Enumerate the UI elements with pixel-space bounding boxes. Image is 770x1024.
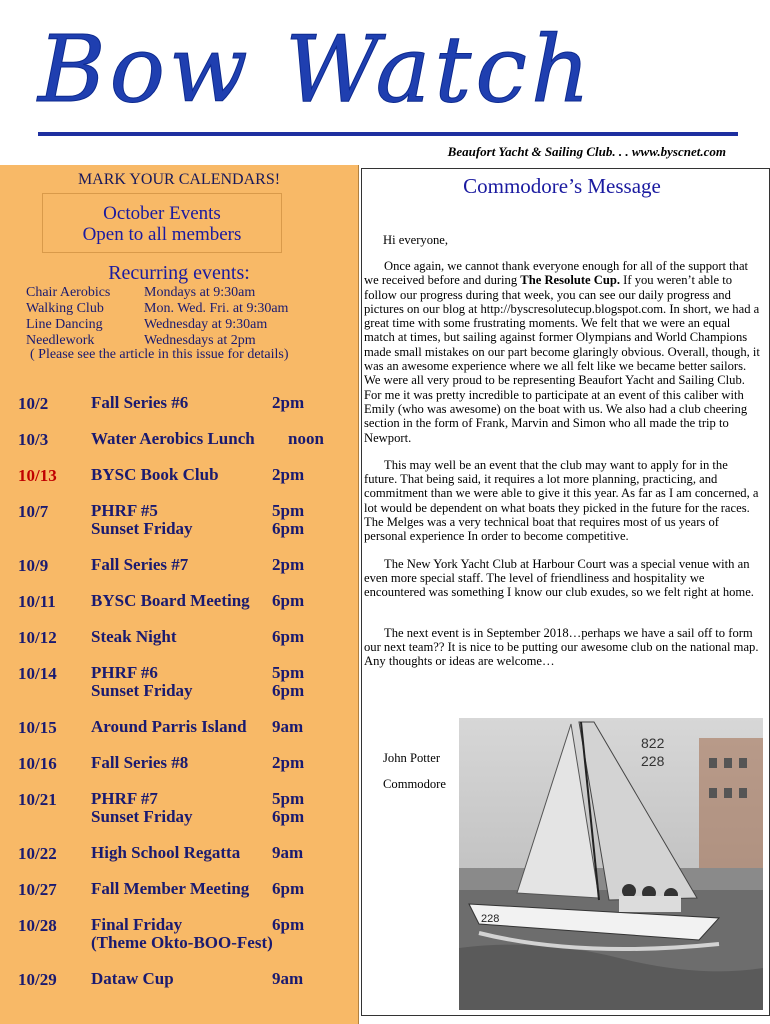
signoff-title: Commodore <box>383 777 446 791</box>
recurring-item <box>26 301 288 317</box>
message-greeting: Hi everyone, <box>383 233 449 247</box>
event-time-line: 5pm <box>272 663 305 682</box>
recurring-item <box>26 285 288 301</box>
event-date: 10/14 <box>18 664 57 683</box>
hull-number: 228 <box>481 913 500 925</box>
event-name <box>91 430 255 448</box>
event-date: 10/12 <box>18 628 57 647</box>
event-time-line: noon <box>288 429 324 448</box>
event-time <box>288 430 324 448</box>
recurring-when: Wednesday at 9:30am <box>144 317 268 332</box>
event-name-line2: Sunset Friday <box>91 681 193 700</box>
event-date: 10/29 <box>18 970 57 989</box>
resolute-cup-name: The Resolute Cup. <box>520 273 621 288</box>
events-box-line1: October Events <box>103 203 221 224</box>
event-name <box>91 664 193 700</box>
event-time-line: 2pm <box>272 753 305 772</box>
event-name <box>91 466 219 484</box>
recurring-title: Recurring events: <box>108 262 250 284</box>
recurring-when: Mon. Wed. Fri. at 9:30am <box>144 301 289 316</box>
event-time <box>272 556 304 574</box>
event-name <box>91 844 240 862</box>
event-date: 10/2 <box>18 394 49 413</box>
event-time <box>272 754 304 772</box>
event-time <box>272 394 304 412</box>
sail-number-top: 822 <box>641 735 665 751</box>
recurring-name: Line Dancing <box>26 317 103 332</box>
message-paragraph-2: This may well be an event that the club may want to apply for in the future. That being said, it requires a lot more planning, practicing, and commitment than we were able to give it this year. As far as I am concerned, a lot would be dependent on what boats they picked in the future for the races. The Melges was a very technical boat that requires most of us years of personal experience In order to become competitive. <box>364 457 759 544</box>
calendar-heading: MARK YOUR CALENDARS! <box>77 171 281 188</box>
event-time-line: 9am <box>272 969 304 988</box>
recurring-note: ( Please see the article in this issue for details) <box>30 347 289 362</box>
event-time-line: 6pm <box>272 915 305 934</box>
event-name <box>91 970 174 988</box>
event-name <box>91 556 188 574</box>
event-time <box>272 718 303 736</box>
event-date: 10/15 <box>18 718 57 737</box>
event-name <box>91 502 193 538</box>
event-name-line: PHRF #7 <box>91 789 158 808</box>
event-date: 10/21 <box>18 790 57 809</box>
message-paragraph-3: The New York Yacht Club at Harbour Court was a special venue with an even more special staff. The level of friendliness and hospitality we encountered was something I know our club exudes, so we felt right at home. <box>364 556 754 600</box>
event-name-line: Fall Member Meeting <box>91 879 250 898</box>
event-time <box>272 466 304 484</box>
event-name-line: BYSC Board Meeting <box>91 591 250 610</box>
p1-text-a: Once again, we cannot thank everyone enough for all of the support that we received before and during <box>364 259 749 288</box>
event-time <box>272 592 304 610</box>
recurring-name: Needlework <box>26 333 95 348</box>
sail-number: 228 <box>641 753 665 769</box>
event-time-line: 5pm <box>272 789 305 808</box>
event-time-line: 9am <box>272 717 304 736</box>
recurring-item <box>26 317 288 333</box>
event-name-line: PHRF #6 <box>91 663 158 682</box>
event-date: 10/27 <box>18 880 57 899</box>
event-name-line: Fall Series #7 <box>91 555 189 574</box>
event-time-line2: 6pm <box>272 681 305 700</box>
event-name-line: Water Aerobics Lunch <box>91 429 255 448</box>
event-name-line: Around Parris Island <box>91 717 247 736</box>
event-time-line2: 6pm <box>272 807 305 826</box>
masthead <box>30 10 740 160</box>
event-date: 10/7 <box>18 502 49 521</box>
event-time-line: 9am <box>272 843 304 862</box>
event-name <box>91 790 193 826</box>
event-time <box>272 916 304 934</box>
sailboat-photo <box>459 718 763 1010</box>
event-time-line2: 6pm <box>272 519 305 538</box>
event-date: 10/11 <box>18 592 56 611</box>
events-box-line2: Open to all members <box>82 224 242 245</box>
event-date: 10/13 <box>18 466 57 485</box>
event-name <box>91 718 247 736</box>
event-time <box>272 628 304 646</box>
event-time <box>272 664 304 700</box>
event-time <box>272 880 304 898</box>
event-name-line: Fall Series #6 <box>91 393 189 412</box>
signoff <box>383 745 446 797</box>
event-time <box>272 790 304 826</box>
event-time <box>272 844 303 862</box>
event-name <box>91 628 176 646</box>
event-date: 10/22 <box>18 844 57 863</box>
recurring-name: Chair Aerobics <box>26 285 111 300</box>
event-name-line: Final Friday <box>91 915 183 934</box>
event-name-line: Steak Night <box>91 627 177 646</box>
newsletter-title: Bow Watch <box>38 16 595 123</box>
event-time-line: 6pm <box>272 591 305 610</box>
event-name-line2: Sunset Friday <box>91 519 193 538</box>
event-name-line: High School Regatta <box>91 843 241 862</box>
event-name-line: PHRF #5 <box>91 501 158 520</box>
event-name-line2: (Theme Okto-BOO-Fest) <box>91 933 273 952</box>
event-name <box>91 916 273 952</box>
message-paragraph-1 <box>364 259 764 445</box>
event-name <box>91 394 188 412</box>
recurring-list <box>26 285 288 349</box>
recurring-name: Walking Club <box>26 301 104 316</box>
event-time-line: 2pm <box>272 555 305 574</box>
message-body <box>364 259 764 677</box>
masthead-rule <box>38 132 738 136</box>
p1-text-b: If you weren’t able to follow our progress during that week, you can see our daily progress and pictures on our blog at http://byscresolutecup.blogspot.com. In short, we had a great time with some frustrating moments. We felt that we were an equal match at times, but sailing against former Olympians and World Champions made small mistakes on our part become glaringly obvious. Overall, though, it was an awesome experience where we all felt like we became better sailors. We were all very proud to be representing Beaufort Yacht and Sailing Club. For me it was pretty incredible to participate at an event of this caliber with Emily (who was awesome) on the boat with us. We also had a club cheering section in the form of Frank, Marvin and Simon who all made the trip to Newport. <box>364 273 760 445</box>
event-date: 10/3 <box>18 430 49 449</box>
sailboat-illustration <box>459 718 763 1010</box>
event-name-line: Fall Series #8 <box>91 753 189 772</box>
event-name <box>91 880 249 898</box>
event-name-line2: Sunset Friday <box>91 807 193 826</box>
event-date: 10/28 <box>18 916 57 935</box>
event-date: 10/9 <box>18 556 49 575</box>
event-time-line: 6pm <box>272 627 305 646</box>
recurring-when: Wednesdays at 2pm <box>144 333 256 348</box>
event-time <box>272 502 304 538</box>
event-time-line: 2pm <box>272 393 305 412</box>
event-name-line: BYSC Book Club <box>91 465 219 484</box>
message-paragraph-4: The next event is in September 2018…perhaps we have a sail off to form our next team?? It is nice to be putting our awesome club on the national map. Any thoughts or ideas are welcome… <box>364 625 759 669</box>
calendar-panel <box>0 165 359 1024</box>
signoff-name: John Potter <box>383 751 441 765</box>
recurring-when: Mondays at 9:30am <box>144 285 256 300</box>
event-name <box>91 592 250 610</box>
event-time <box>272 970 303 988</box>
event-time-line: 2pm <box>272 465 305 484</box>
message-title: Commodore’s Message <box>463 174 661 198</box>
event-name <box>91 754 188 772</box>
october-events-box <box>42 193 282 253</box>
event-time-line: 6pm <box>272 879 305 898</box>
event-date: 10/16 <box>18 754 57 773</box>
event-time-line: 5pm <box>272 501 305 520</box>
event-name-line: Dataw Cup <box>91 969 174 988</box>
masthead-subtitle: Beaufort Yacht & Sailing Club. . . www.byscnet.com <box>447 144 726 159</box>
